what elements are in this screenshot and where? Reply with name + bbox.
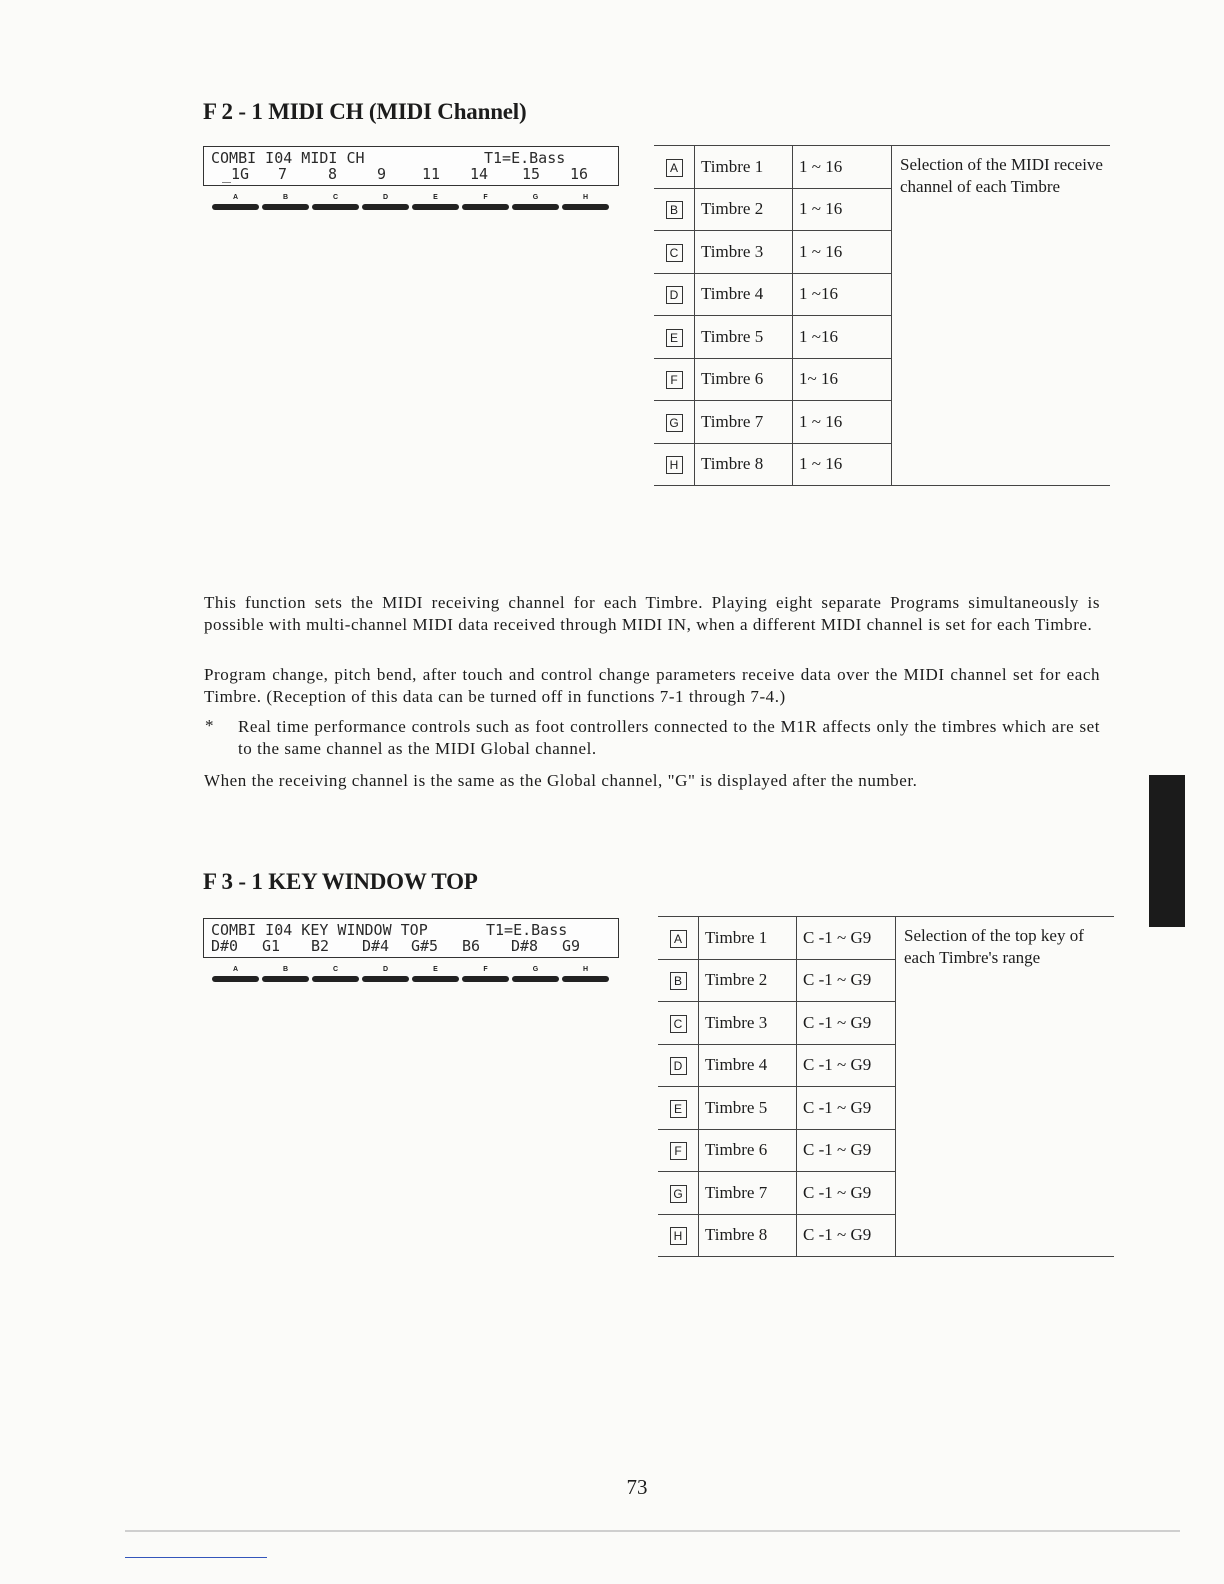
key-label: B xyxy=(666,201,683,219)
parameter-table-midi-ch xyxy=(654,145,1110,486)
slider-row-key-window-top xyxy=(212,966,612,988)
timbre-cell: Timbre 6 xyxy=(695,358,793,401)
slider-b[interactable] xyxy=(262,194,309,216)
lcd-line1-right: T1=E.Bass xyxy=(484,149,566,167)
section-title-key-window-top: F 3 - 1 KEY WINDOW TOP xyxy=(203,869,478,894)
description-cell: Selection of the top key of each Timbre's range xyxy=(896,917,1115,1257)
range-cell: C -1 ~ G9 xyxy=(797,1214,896,1257)
lcd-value-f: B6 xyxy=(462,937,481,955)
range-cell: 1 ~ 16 xyxy=(793,443,892,486)
timbre-cell: Timbre 7 xyxy=(699,1172,797,1215)
section-title-midi-ch: F 2 - 1 MIDI CH (MIDI Channel) xyxy=(203,99,527,124)
timbre-cell: Timbre 8 xyxy=(695,443,793,486)
slider-label: F xyxy=(483,966,488,973)
slider-e[interactable] xyxy=(412,966,459,988)
range-cell: 1 ~ 16 xyxy=(793,188,892,231)
key-label: H xyxy=(666,456,683,474)
range-cell: C -1 ~ G9 xyxy=(797,1002,896,1045)
timbre-cell: Timbre 5 xyxy=(695,316,793,359)
lcd-value-h: 16 xyxy=(570,165,589,183)
footer-divider xyxy=(125,1530,1180,1532)
slider-label: B xyxy=(282,966,289,973)
timbre-cell: Timbre 1 xyxy=(695,146,793,189)
lcd-line1-left: COMBI I04 KEY WINDOW TOP xyxy=(211,921,428,939)
range-cell: 1 ~16 xyxy=(793,273,892,316)
bullet-asterisk: * xyxy=(205,716,214,735)
slider-label: A xyxy=(232,194,239,201)
timbre-cell: Timbre 1 xyxy=(699,917,797,960)
slider-label: F xyxy=(483,194,488,201)
page-number: 73 xyxy=(626,1475,648,1499)
range-cell: 1 ~16 xyxy=(793,316,892,359)
paragraph-program-change: Program change, pitch bend, after touch and control change parameters receive data over the MIDI channel set for each Timbre. (Reception of this data can be turned off in functions 7-1 through 7-4.) xyxy=(204,665,1100,706)
key-label: A xyxy=(666,159,683,177)
slider-label: C xyxy=(332,966,339,973)
lcd-line1-right: T1=E.Bass xyxy=(486,921,568,939)
key-label: C xyxy=(670,1015,687,1033)
key-label: B xyxy=(670,972,687,990)
range-cell: 1~ 16 xyxy=(793,358,892,401)
key-label: C xyxy=(666,244,683,262)
lcd-display-key-window-top xyxy=(203,918,619,958)
slider-label: A xyxy=(232,966,239,973)
lcd-value-a: D#0 xyxy=(211,937,239,955)
timbre-cell: Timbre 2 xyxy=(699,959,797,1002)
key-label: G xyxy=(670,1185,687,1203)
range-cell: C -1 ~ G9 xyxy=(797,959,896,1002)
lcd-value-h: G9 xyxy=(562,937,581,955)
slider-label: D xyxy=(382,194,389,201)
slider-label: B xyxy=(282,194,289,201)
lcd-value-a: _1G xyxy=(222,165,250,183)
lcd-value-c: 8 xyxy=(328,165,338,183)
timbre-cell: Timbre 6 xyxy=(699,1129,797,1172)
timbre-cell: Timbre 8 xyxy=(699,1214,797,1257)
lcd-value-d: D#4 xyxy=(362,937,390,955)
key-label: H xyxy=(670,1227,687,1245)
range-cell: C -1 ~ G9 xyxy=(797,1129,896,1172)
slider-row-midi-ch xyxy=(212,194,612,216)
slider-label: E xyxy=(433,194,438,201)
key-label: G xyxy=(666,414,683,432)
slider-c[interactable] xyxy=(312,194,359,216)
lcd-value-e: 11 xyxy=(422,165,441,183)
lcd-value-c: B2 xyxy=(311,937,330,955)
slider-h[interactable] xyxy=(562,966,609,988)
key-label: A xyxy=(670,930,687,948)
key-label: D xyxy=(670,1057,687,1075)
lcd-value-b: G1 xyxy=(262,937,281,955)
timbre-cell: Timbre 3 xyxy=(695,231,793,274)
range-cell: C -1 ~ G9 xyxy=(797,917,896,960)
footer-rule-blue xyxy=(125,1557,267,1558)
paragraph-function-description: This function sets the MIDI receiving channel for each Timbre. Playing eight separate Programs simultaneously is possible with multi-channel MIDI data received through MIDI IN, when a different MIDI channel is set for each Timbre. xyxy=(204,593,1100,634)
slider-h[interactable] xyxy=(562,194,609,216)
timbre-cell: Timbre 3 xyxy=(699,1002,797,1045)
lcd-display-midi-ch xyxy=(203,146,619,186)
key-label: E xyxy=(670,1100,687,1118)
timbre-cell: Timbre 4 xyxy=(695,273,793,316)
key-label: E xyxy=(666,329,683,347)
key-label: F xyxy=(670,1142,687,1160)
slider-d[interactable] xyxy=(362,966,409,988)
slider-e[interactable] xyxy=(412,194,459,216)
slider-f[interactable] xyxy=(462,966,509,988)
timbre-cell: Timbre 2 xyxy=(695,188,793,231)
range-cell: 1 ~ 16 xyxy=(793,146,892,189)
range-cell: C -1 ~ G9 xyxy=(797,1087,896,1130)
lcd-value-g: D#8 xyxy=(511,937,539,955)
paragraph-global-channel: When the receiving channel is the same as the Global channel, "G" is displayed after the number. xyxy=(204,771,918,790)
timbre-cell: Timbre 5 xyxy=(699,1087,797,1130)
range-cell: 1 ~ 16 xyxy=(793,401,892,444)
section-tab-marker xyxy=(1149,775,1185,927)
timbre-cell: Timbre 4 xyxy=(699,1044,797,1087)
lcd-value-g: 15 xyxy=(522,165,541,183)
slider-label: G xyxy=(532,966,539,973)
range-cell: C -1 ~ G9 xyxy=(797,1172,896,1215)
slider-a[interactable] xyxy=(212,966,259,988)
table-row xyxy=(658,917,1114,960)
slider-label: H xyxy=(582,966,589,973)
slider-label: C xyxy=(332,194,339,201)
table-row xyxy=(654,146,1110,189)
slider-a[interactable] xyxy=(212,194,259,216)
timbre-cell: Timbre 7 xyxy=(695,401,793,444)
slider-label: G xyxy=(532,194,539,201)
key-label: D xyxy=(666,286,683,304)
lcd-value-b: 7 xyxy=(278,165,288,183)
paragraph-real-time-controls: Real time performance controls such as foot controllers connected to the M1R affects only the timbres which are set to the same channel as the MIDI Global channel. xyxy=(238,717,1100,758)
range-cell: C -1 ~ G9 xyxy=(797,1044,896,1087)
slider-g[interactable] xyxy=(512,194,559,216)
lcd-value-d: 9 xyxy=(377,165,387,183)
lcd-value-e: G#5 xyxy=(411,937,439,955)
slider-d[interactable] xyxy=(362,194,409,216)
description-cell: Selection of the MIDI receive channel of each Timbre xyxy=(892,146,1111,486)
parameter-table-key-window-top xyxy=(658,916,1114,1257)
slider-label: E xyxy=(433,966,438,973)
slider-g[interactable] xyxy=(512,966,559,988)
key-label: F xyxy=(666,371,683,389)
slider-label: H xyxy=(582,194,589,201)
slider-b[interactable] xyxy=(262,966,309,988)
slider-c[interactable] xyxy=(312,966,359,988)
slider-f[interactable] xyxy=(462,194,509,216)
lcd-line1-left: COMBI I04 MIDI CH xyxy=(211,149,365,167)
lcd-value-f: 14 xyxy=(470,165,489,183)
slider-label: D xyxy=(382,966,389,973)
range-cell: 1 ~ 16 xyxy=(793,231,892,274)
